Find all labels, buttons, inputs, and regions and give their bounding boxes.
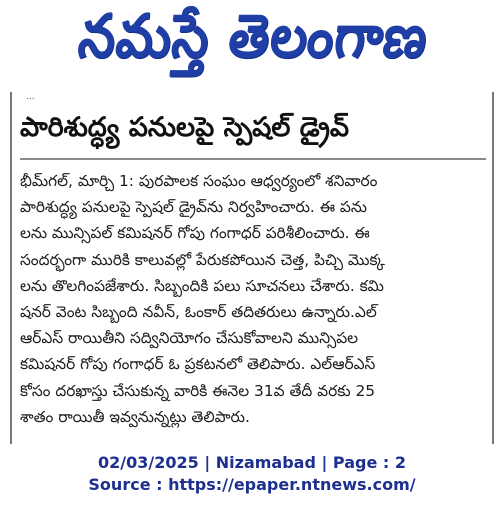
clipping-footer <box>0 452 504 496</box>
edition-info: 02/03/2025 | Nizamabad | Page : 2 <box>98 453 406 472</box>
headline-divider <box>20 158 486 160</box>
newspaper-masthead <box>0 0 504 88</box>
article-headline: పారిశుద్ధ్య పనులపై స్పెషల్ డ్రైవ్ <box>20 112 350 143</box>
body-line: లను మున్సిపల్ కమిషనర్ గోపు గంగాధర్ పరిశీలించారు. ఈ <box>20 224 370 243</box>
news-article-clipping <box>10 92 494 444</box>
article-body <box>20 168 486 430</box>
body-line: కోసం దరఖాస్తు చేసుకున్న వారికి ఈనెల 31వ తేదీ వరకు 25 <box>20 381 376 400</box>
body-line: షనర్ వెంట సిబ్బంది నవీన్, ఓంకార్ తదితరులు ఉన్నారు.ఎల్ <box>20 302 377 321</box>
source-link[interactable]: Source : https://epaper.ntnews.com/ <box>88 475 416 494</box>
masthead-title: నమస్తే తెలంగాణ <box>74 2 432 72</box>
body-line: కమిషనర్ గోపు గంగాధర్ ఓ ప్రకటనలో తెలిపారు. ఎల్ఆర్ఎస్ <box>20 355 376 374</box>
cutoff-previous-text: ... <box>26 92 35 102</box>
body-line: సందర్భంగా మురికి కాలువల్లో పేరుకపోయిన చెత్త, పిచ్చి మొక్క <box>20 250 385 269</box>
body-line: శాతం రాయితీ ఇవ్వనున్నట్లు తెలిపారు. <box>20 407 250 426</box>
body-line: భీమ్‌గల్, మార్చి 1: పురపాలక సంఘం ఆధ్వర్యంలో శనివారం <box>20 172 378 190</box>
body-line: ఆర్ఎస్ రాయితీని సద్వినియోగం చేసుకోవాలని మున్సిపల <box>20 329 359 348</box>
body-line: లను తొలగింపజేశారు. సిబ్బందికి పలు సూచనలు చేశారు. కమి <box>20 276 384 295</box>
body-line: పారిశుద్ధ్య పనులపై స్పెషల్ డ్రైవ్‌ను నిర్వహించారు. ఈ పను <box>20 198 367 217</box>
